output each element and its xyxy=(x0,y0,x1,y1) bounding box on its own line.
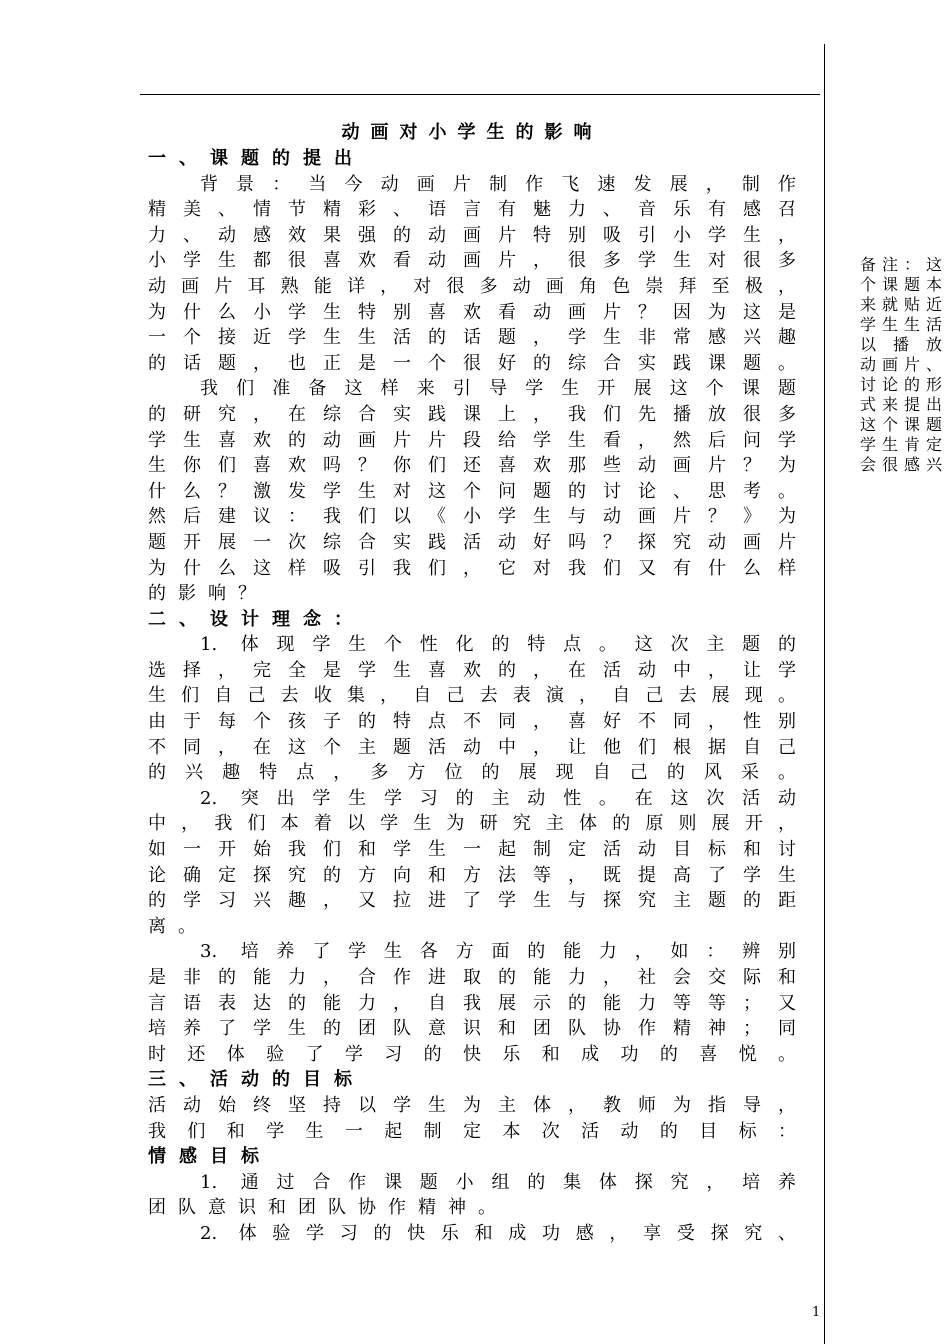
section-heading: 三、活动的目标 xyxy=(148,1069,365,1091)
side-note-line: 动画片、 xyxy=(860,355,942,374)
side-note-line: 式来提出 xyxy=(860,395,942,414)
paragraph-line: 由于每个孩子的特点不同，喜好不同，性别 xyxy=(148,711,796,733)
side-note-line: 讨论的形 xyxy=(860,375,942,394)
paragraph-line: 的研究，在综合实践课上，我们先播放很多 xyxy=(148,403,796,425)
side-note-line: 学生生活 xyxy=(860,315,942,334)
paragraph-line: 为什么小学生特别喜欢看动画片？因为这是 xyxy=(148,301,796,323)
paragraph-line: 是非的能力，合作进取的能力，社会交际和 xyxy=(148,967,796,988)
paragraph-line: 离。 xyxy=(148,915,208,937)
side-note-line: 学生肯定 xyxy=(860,435,942,454)
side-note-line: 来就贴近 xyxy=(860,295,942,314)
paragraph-line: 如一开始我们和学生一起制定活动目标和讨 xyxy=(148,839,796,861)
paragraph-line: 生们自己去收集，自己去表演，自己去展现。 xyxy=(148,685,796,707)
section-heading: 情感目标 xyxy=(148,1146,272,1168)
side-note-line: 个课题本 xyxy=(860,275,942,294)
paragraph-line: 的话题，也正是一个很好的综合实践课题。 xyxy=(148,352,796,374)
paragraph-line: 2. 突出学生学习的主动性。在这次活动 xyxy=(200,787,796,809)
section-heading: 二、设计理念： xyxy=(148,608,365,630)
paragraph-line: 3. 培养了学生各方面的能力，如：辨别 xyxy=(200,941,796,963)
paragraph-line: 生你们喜欢吗？你们还喜欢那些动画片？为 xyxy=(148,455,796,477)
paragraph-line: 我们和学生一起制定本次活动的目标： xyxy=(148,1120,796,1142)
paragraph-line: 中，我们本着以学生为研究主体的原则展开， xyxy=(148,813,796,835)
paragraph-line: 1. 通过合作课题小组的集体探究，培养 xyxy=(200,1171,796,1193)
paragraph-line: 言语表达的能力，自我展示的能力等等；又 xyxy=(148,992,796,1014)
paragraph-line: 活动始终坚持以学生为主体，教师为指导， xyxy=(148,1094,796,1116)
paragraph-line: 我们准备这样来引导学生开展这个课题 xyxy=(200,378,796,400)
paragraph-line: 学生喜欢的动画片片段给学生看，然后问学 xyxy=(148,429,796,451)
document-body xyxy=(148,120,796,1247)
paragraph-line: 不同，在这个主题活动中，让他们根据自己 xyxy=(148,736,796,758)
side-note-line: 备注：这 xyxy=(860,255,942,274)
paragraph-line: 论确定探究的方向和方法等，既提高了学生 xyxy=(148,864,796,886)
paragraph-line: 什么？激发学生对这个问题的讨论、思考。 xyxy=(148,480,796,502)
side-note-line: 这个课题 xyxy=(860,415,942,434)
paragraph-line: 为什么这样吸引我们，它对我们又有什么样 xyxy=(148,557,796,579)
paragraph-line: 一个接近学生生活的话题，学生非常感兴趣 xyxy=(148,327,796,349)
side-note-line: 会很感兴 xyxy=(860,455,942,474)
paragraph-line: 的兴趣特点，多方位的展现自己的风采。 xyxy=(148,762,796,784)
paragraph-line: 题开展一次综合实践活动好吗？探究动画片 xyxy=(148,531,796,553)
document-lines xyxy=(148,146,796,1247)
paragraph-line: 小学生都很喜欢看动画片，很多学生对很多 xyxy=(148,250,796,272)
paragraph-line: 2. 体验学习的快乐和成功感，享受探究、 xyxy=(200,1222,796,1244)
paragraph-line: 选择，完全是学生喜欢的，在活动中，让学 xyxy=(148,659,796,681)
document-title: 动画对小学生的影响 xyxy=(341,122,603,143)
paragraph-line: 时还体验了学习的快乐和成功的喜悦。 xyxy=(148,1043,796,1065)
header-rule xyxy=(140,94,820,95)
page-number: 1 xyxy=(812,1305,821,1320)
side-note xyxy=(860,255,942,474)
paragraph-line: 然后建议：我们以《小学生与动画片？》为 xyxy=(148,506,796,528)
section-heading: 一、课题的提出 xyxy=(148,148,365,169)
paragraph-line: 1. 体现学生个性化的特点。这次主题的 xyxy=(200,634,796,656)
paragraph-line: 团队意识和团队协作精神。 xyxy=(148,1197,508,1219)
paragraph-line: 背景：当今动画片制作飞速发展，制作 xyxy=(200,173,796,195)
paragraph-line: 精美、情节精彩、语言有魅力、音乐有感召 xyxy=(148,199,796,221)
paragraph-line: 培养了学生的团队意识和团队协作精神；同 xyxy=(148,1018,796,1040)
paragraph-line: 动画片耳熟能详，对很多动画角色崇拜至极， xyxy=(148,275,796,297)
margin-rule xyxy=(824,44,825,1344)
paragraph-line: 的学习兴趣，又拉进了学生与探究主题的距 xyxy=(148,890,796,912)
side-note-line: 以播放 xyxy=(860,335,942,354)
paragraph-line: 的影响？ xyxy=(148,583,268,605)
paragraph-line: 力、动感效果强的动画片特别吸引小学生， xyxy=(148,224,796,246)
